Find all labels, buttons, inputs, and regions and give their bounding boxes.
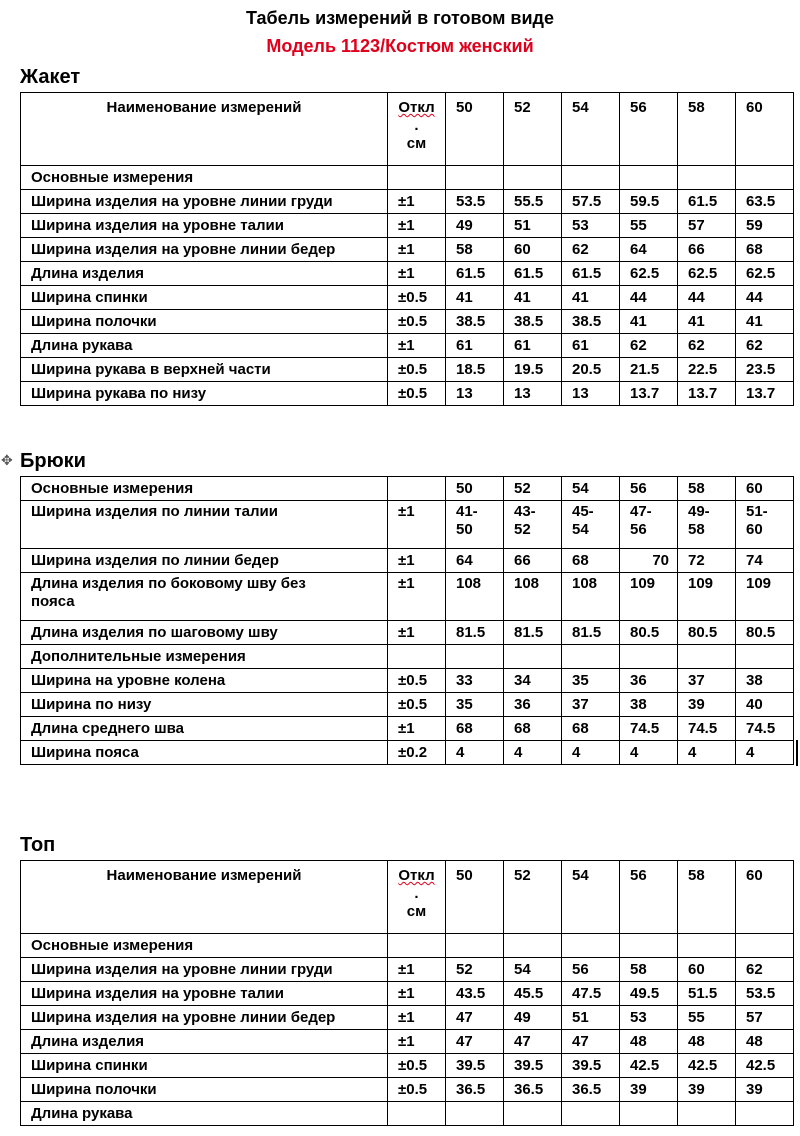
top-table xyxy=(20,860,794,1126)
tolerance-cell: ±0.5 xyxy=(388,693,446,717)
value-cell: 49- 58 xyxy=(678,501,736,549)
table-row xyxy=(21,549,794,573)
size-header-cell: 54 xyxy=(562,477,620,501)
value-cell: 109 xyxy=(620,573,678,621)
value-cell: 74.5 xyxy=(620,717,678,741)
size-header-cell: 52 xyxy=(504,477,562,501)
table-row xyxy=(21,1030,794,1054)
value-cell: 64 xyxy=(620,238,678,262)
table-row xyxy=(21,982,794,1006)
table-row xyxy=(21,621,794,645)
value-cell: 45- 54 xyxy=(562,501,620,549)
table-row xyxy=(21,214,794,238)
value-cell: 59.5 xyxy=(620,190,678,214)
value-cell: 39.5 xyxy=(504,1054,562,1078)
value-cell: 21.5 xyxy=(620,358,678,382)
tolerance-cell: ±1 xyxy=(388,958,446,982)
tolerance-cell: ±1 xyxy=(388,573,446,621)
tolerance-cell: ±1 xyxy=(388,238,446,262)
jacket-header-row xyxy=(21,93,794,166)
value-cell: 60 xyxy=(504,238,562,262)
value-cell: 53.5 xyxy=(736,982,794,1006)
size-header-cell: 54 xyxy=(562,93,620,166)
value-cell: 81.5 xyxy=(562,621,620,645)
jacket-table xyxy=(20,92,794,406)
value-cell: 68 xyxy=(562,549,620,573)
value-cell: 41 xyxy=(736,310,794,334)
value-cell: 49.5 xyxy=(620,982,678,1006)
pants-section-title: Брюки xyxy=(20,450,86,472)
size-header-cell: 58 xyxy=(678,861,736,934)
value-cell: 47- 56 xyxy=(620,501,678,549)
value-cell: 19.5 xyxy=(504,358,562,382)
value-cell: 80.5 xyxy=(678,621,736,645)
size-header-cell: 58 xyxy=(678,477,736,501)
header-name-cell: Наименование измерений xyxy=(21,93,388,166)
tolerance-header-cell xyxy=(388,861,446,934)
value-cell: 38.5 xyxy=(446,310,504,334)
value-cell: 53 xyxy=(620,1006,678,1030)
value-cell: 39 xyxy=(678,693,736,717)
table-row xyxy=(21,1054,794,1078)
value-cell: 48 xyxy=(620,1030,678,1054)
table-row xyxy=(21,1006,794,1030)
size-header-cell: 60 xyxy=(736,477,794,501)
value-cell: 72 xyxy=(678,549,736,573)
value-cell: 68 xyxy=(446,717,504,741)
size-header-cell: 52 xyxy=(504,861,562,934)
value-cell: 43- 52 xyxy=(504,501,562,549)
value-cell: 109 xyxy=(736,573,794,621)
measure-name-cell: Ширина на уровне колена xyxy=(21,669,388,693)
value-cell: 57.5 xyxy=(562,190,620,214)
measure-name-cell: Ширина спинки xyxy=(21,1054,388,1078)
value-cell: 60 xyxy=(678,958,736,982)
tolerance-cell: ±0.5 xyxy=(388,358,446,382)
header-name-cell: Наименование измерений xyxy=(21,861,388,934)
value-cell: 42.5 xyxy=(678,1054,736,1078)
value-cell: 4 xyxy=(446,741,504,765)
value-cell: 61.5 xyxy=(562,262,620,286)
table-row xyxy=(21,310,794,334)
value-cell: 61 xyxy=(504,334,562,358)
value-cell: 62.5 xyxy=(736,262,794,286)
value-cell: 41 xyxy=(504,286,562,310)
value-cell: 36 xyxy=(504,693,562,717)
value-cell: 33 xyxy=(446,669,504,693)
value-cell: 49 xyxy=(504,1006,562,1030)
jacket-section-title: Жакет xyxy=(20,66,81,88)
tolerance-cell: ±0.5 xyxy=(388,310,446,334)
measure-name-cell: Длина рукава xyxy=(21,1102,388,1126)
group-row xyxy=(21,934,794,958)
value-cell: 49 xyxy=(446,214,504,238)
value-cell: 57 xyxy=(678,214,736,238)
value-cell: 41- 50 xyxy=(446,501,504,549)
value-cell: 38 xyxy=(620,693,678,717)
value-cell: 63.5 xyxy=(736,190,794,214)
value-cell: 13 xyxy=(446,382,504,406)
page-title: Табель измерений в готовом виде xyxy=(245,8,554,28)
value-cell: 4 xyxy=(736,741,794,765)
value-cell: 36.5 xyxy=(562,1078,620,1102)
group-row xyxy=(21,166,794,190)
value-cell: 4 xyxy=(620,741,678,765)
value-cell: 44 xyxy=(736,286,794,310)
value-cell: 44 xyxy=(620,286,678,310)
value-cell: 74.5 xyxy=(736,717,794,741)
group-label-cell: Основные измерения xyxy=(21,477,388,501)
value-cell: 37 xyxy=(678,669,736,693)
measure-name-cell: Ширина изделия по линии талии xyxy=(21,501,388,549)
pants-table xyxy=(20,476,794,765)
tolerance-cell: ±1 xyxy=(388,334,446,358)
measure-name-cell: Длина изделия xyxy=(21,1030,388,1054)
value-cell: 37 xyxy=(562,693,620,717)
table-row xyxy=(21,717,794,741)
tolerance-cell: ±1 xyxy=(388,621,446,645)
value-cell: 62 xyxy=(678,334,736,358)
value-cell: 36.5 xyxy=(504,1078,562,1102)
value-cell: 39 xyxy=(620,1078,678,1102)
value-cell: 109 xyxy=(678,573,736,621)
measure-name-cell: Длина изделия по боковому шву без пояса xyxy=(21,573,388,621)
value-cell: 36.5 xyxy=(446,1078,504,1102)
tolerance-cell: ±1 xyxy=(388,190,446,214)
value-cell: 62 xyxy=(620,334,678,358)
value-cell: 40 xyxy=(736,693,794,717)
value-cell: 66 xyxy=(504,549,562,573)
move-handle-icon[interactable]: ✥ xyxy=(1,452,13,468)
value-cell: 35 xyxy=(446,693,504,717)
value-cell: 74 xyxy=(736,549,794,573)
measure-name-cell: Длина изделия xyxy=(21,262,388,286)
table-row xyxy=(21,741,794,765)
measure-name-cell: Ширина изделия на уровне линии бедер xyxy=(21,1006,388,1030)
tolerance-cell: ±0.5 xyxy=(388,382,446,406)
measure-name-cell: Ширина пояса xyxy=(21,741,388,765)
tolerance-unit: см xyxy=(406,903,427,920)
measure-name-cell: Ширина изделия на уровне талии xyxy=(21,982,388,1006)
value-cell: 53 xyxy=(562,214,620,238)
top-header-row xyxy=(21,861,794,934)
value-cell: 62 xyxy=(562,238,620,262)
tolerance-cell: ±1 xyxy=(388,214,446,238)
size-header-cell: 50 xyxy=(446,861,504,934)
value-cell: 55 xyxy=(678,1006,736,1030)
value-cell: 38.5 xyxy=(504,310,562,334)
table-row xyxy=(21,693,794,717)
tolerance-dot: . xyxy=(414,885,419,902)
value-cell: 47 xyxy=(446,1030,504,1054)
group-label-cell: Основные измерения xyxy=(21,166,388,190)
value-cell: 48 xyxy=(678,1030,736,1054)
value-cell: 45.5 xyxy=(504,982,562,1006)
measure-name-cell: Ширина изделия по линии бедер xyxy=(21,549,388,573)
value-cell: 61 xyxy=(562,334,620,358)
top-rows xyxy=(21,958,794,1102)
table-row xyxy=(21,238,794,262)
value-cell: 74.5 xyxy=(678,717,736,741)
value-cell: 23.5 xyxy=(736,358,794,382)
group-row xyxy=(21,645,794,669)
value-cell: 47 xyxy=(446,1006,504,1030)
value-cell: 41 xyxy=(620,310,678,334)
value-cell: 36 xyxy=(620,669,678,693)
value-cell: 68 xyxy=(562,717,620,741)
value-cell: 81.5 xyxy=(504,621,562,645)
pants-header-row xyxy=(21,477,794,501)
value-cell: 44 xyxy=(678,286,736,310)
measure-name-cell: Ширина по низу xyxy=(21,693,388,717)
value-cell: 51- 60 xyxy=(736,501,794,549)
measure-name-cell: Ширина полочки xyxy=(21,1078,388,1102)
table-row xyxy=(21,286,794,310)
tolerance-word: Откл xyxy=(398,99,435,116)
value-cell: 56 xyxy=(562,958,620,982)
measure-name-cell: Ширина полочки xyxy=(21,310,388,334)
table-row xyxy=(21,501,794,549)
tolerance-cell: ±1 xyxy=(388,262,446,286)
group-label-cell: Основные измерения xyxy=(21,934,388,958)
value-cell: 51 xyxy=(562,1006,620,1030)
size-header-cell: 52 xyxy=(504,93,562,166)
group-label-cell: Дополнительные измерения xyxy=(21,645,388,669)
table-row xyxy=(21,382,794,406)
table-edge-marker xyxy=(796,740,798,766)
value-cell: 62.5 xyxy=(678,262,736,286)
value-cell: 81.5 xyxy=(446,621,504,645)
value-cell: 47.5 xyxy=(562,982,620,1006)
tolerance-cell: ±1 xyxy=(388,501,446,549)
size-header-cell: 50 xyxy=(446,93,504,166)
size-header-cell: 60 xyxy=(736,861,794,934)
size-header-cell: 60 xyxy=(736,93,794,166)
measure-name-cell: Длина среднего шва xyxy=(21,717,388,741)
table-row xyxy=(21,1078,794,1102)
value-cell: 51.5 xyxy=(678,982,736,1006)
tolerance-cell: ±0.5 xyxy=(388,1078,446,1102)
tolerance-cell: ±0.2 xyxy=(388,741,446,765)
size-header-cell: 50 xyxy=(446,477,504,501)
value-cell: 39 xyxy=(678,1078,736,1102)
value-cell: 13 xyxy=(504,382,562,406)
pants-rows xyxy=(21,669,794,765)
value-cell: 13.7 xyxy=(678,382,736,406)
tolerance-cell: ±1 xyxy=(388,717,446,741)
value-cell: 43.5 xyxy=(446,982,504,1006)
tolerance-cell: ±0.5 xyxy=(388,669,446,693)
value-cell: 39.5 xyxy=(446,1054,504,1078)
value-cell: 57 xyxy=(736,1006,794,1030)
tolerance-unit: см xyxy=(406,135,427,152)
value-cell: 41 xyxy=(562,286,620,310)
value-cell: 68 xyxy=(736,238,794,262)
value-cell: 38 xyxy=(736,669,794,693)
value-cell: 62 xyxy=(736,958,794,982)
size-header-cell: 56 xyxy=(620,93,678,166)
measure-name-cell: Ширина рукава по низу xyxy=(21,382,388,406)
value-cell: 51 xyxy=(504,214,562,238)
model-subtitle: Модель 1123/Костюм женский xyxy=(266,36,534,56)
value-cell: 59 xyxy=(736,214,794,238)
value-cell: 42.5 xyxy=(736,1054,794,1078)
value-cell: 48 xyxy=(736,1030,794,1054)
size-header-cell: 54 xyxy=(562,861,620,934)
value-cell: 58 xyxy=(620,958,678,982)
value-cell: 80.5 xyxy=(736,621,794,645)
measure-name-cell: Длина изделия по шаговому шву xyxy=(21,621,388,645)
value-cell: 13 xyxy=(562,382,620,406)
value-cell: 61.5 xyxy=(446,262,504,286)
value-cell: 4 xyxy=(562,741,620,765)
table-row xyxy=(21,262,794,286)
table-row xyxy=(21,190,794,214)
table-row xyxy=(21,358,794,382)
value-cell: 34 xyxy=(504,669,562,693)
value-cell: 47 xyxy=(562,1030,620,1054)
tolerance-cell: ±1 xyxy=(388,1006,446,1030)
tolerance-dot: . xyxy=(414,117,419,134)
value-cell: 61.5 xyxy=(504,262,562,286)
value-cell: 64 xyxy=(446,549,504,573)
tolerance-cell: ±0.5 xyxy=(388,286,446,310)
value-cell: 55 xyxy=(620,214,678,238)
top-section-title: Топ xyxy=(20,834,56,856)
value-cell: 18.5 xyxy=(446,358,504,382)
tolerance-cell: ±1 xyxy=(388,549,446,573)
table-row xyxy=(21,669,794,693)
table-row xyxy=(21,958,794,982)
value-cell: 20.5 xyxy=(562,358,620,382)
value-cell: 38.5 xyxy=(562,310,620,334)
value-cell: 62 xyxy=(736,334,794,358)
tolerance-header-cell xyxy=(388,93,446,166)
measure-name-cell: Ширина спинки xyxy=(21,286,388,310)
value-cell: 108 xyxy=(562,573,620,621)
value-cell: 39 xyxy=(736,1078,794,1102)
measure-name-cell: Ширина изделия на уровне линии бедер xyxy=(21,238,388,262)
value-cell: 41 xyxy=(446,286,504,310)
value-cell: 58 xyxy=(446,238,504,262)
value-cell: 68 xyxy=(504,717,562,741)
value-cell: 41 xyxy=(678,310,736,334)
value-cell: 54 xyxy=(504,958,562,982)
value-cell: 61 xyxy=(446,334,504,358)
measure-name-cell: Длина рукава xyxy=(21,334,388,358)
tolerance-cell: ±1 xyxy=(388,982,446,1006)
value-cell: 66 xyxy=(678,238,736,262)
measure-name-cell: Ширина изделия на уровне линии груди xyxy=(21,958,388,982)
value-cell: 42.5 xyxy=(620,1054,678,1078)
measure-name-cell: Ширина изделия на уровне талии xyxy=(21,214,388,238)
value-cell: 35 xyxy=(562,669,620,693)
value-cell: 53.5 xyxy=(446,190,504,214)
measure-name-cell: Ширина изделия на уровне линии груди xyxy=(21,190,388,214)
value-cell: 52 xyxy=(446,958,504,982)
table-row xyxy=(21,334,794,358)
size-header-cell: 56 xyxy=(620,861,678,934)
value-cell: 4 xyxy=(678,741,736,765)
value-cell: 70 xyxy=(620,549,678,573)
value-cell: 22.5 xyxy=(678,358,736,382)
tolerance-word: Откл xyxy=(398,867,435,884)
value-cell: 62.5 xyxy=(620,262,678,286)
table-row xyxy=(21,1102,794,1126)
value-cell: 55.5 xyxy=(504,190,562,214)
value-cell: 13.7 xyxy=(736,382,794,406)
value-cell: 47 xyxy=(504,1030,562,1054)
tolerance-cell: ±0.5 xyxy=(388,1054,446,1078)
jacket-rows xyxy=(21,190,794,406)
value-cell: 13.7 xyxy=(620,382,678,406)
size-header-cell: 58 xyxy=(678,93,736,166)
value-cell: 108 xyxy=(504,573,562,621)
value-cell: 80.5 xyxy=(620,621,678,645)
measure-name-cell: Ширина рукава в верхней части xyxy=(21,358,388,382)
value-cell: 4 xyxy=(504,741,562,765)
value-cell: 108 xyxy=(446,573,504,621)
value-cell: 39.5 xyxy=(562,1054,620,1078)
tolerance-cell: ±1 xyxy=(388,1030,446,1054)
table-row xyxy=(21,573,794,621)
value-cell: 61.5 xyxy=(678,190,736,214)
size-header-cell: 56 xyxy=(620,477,678,501)
